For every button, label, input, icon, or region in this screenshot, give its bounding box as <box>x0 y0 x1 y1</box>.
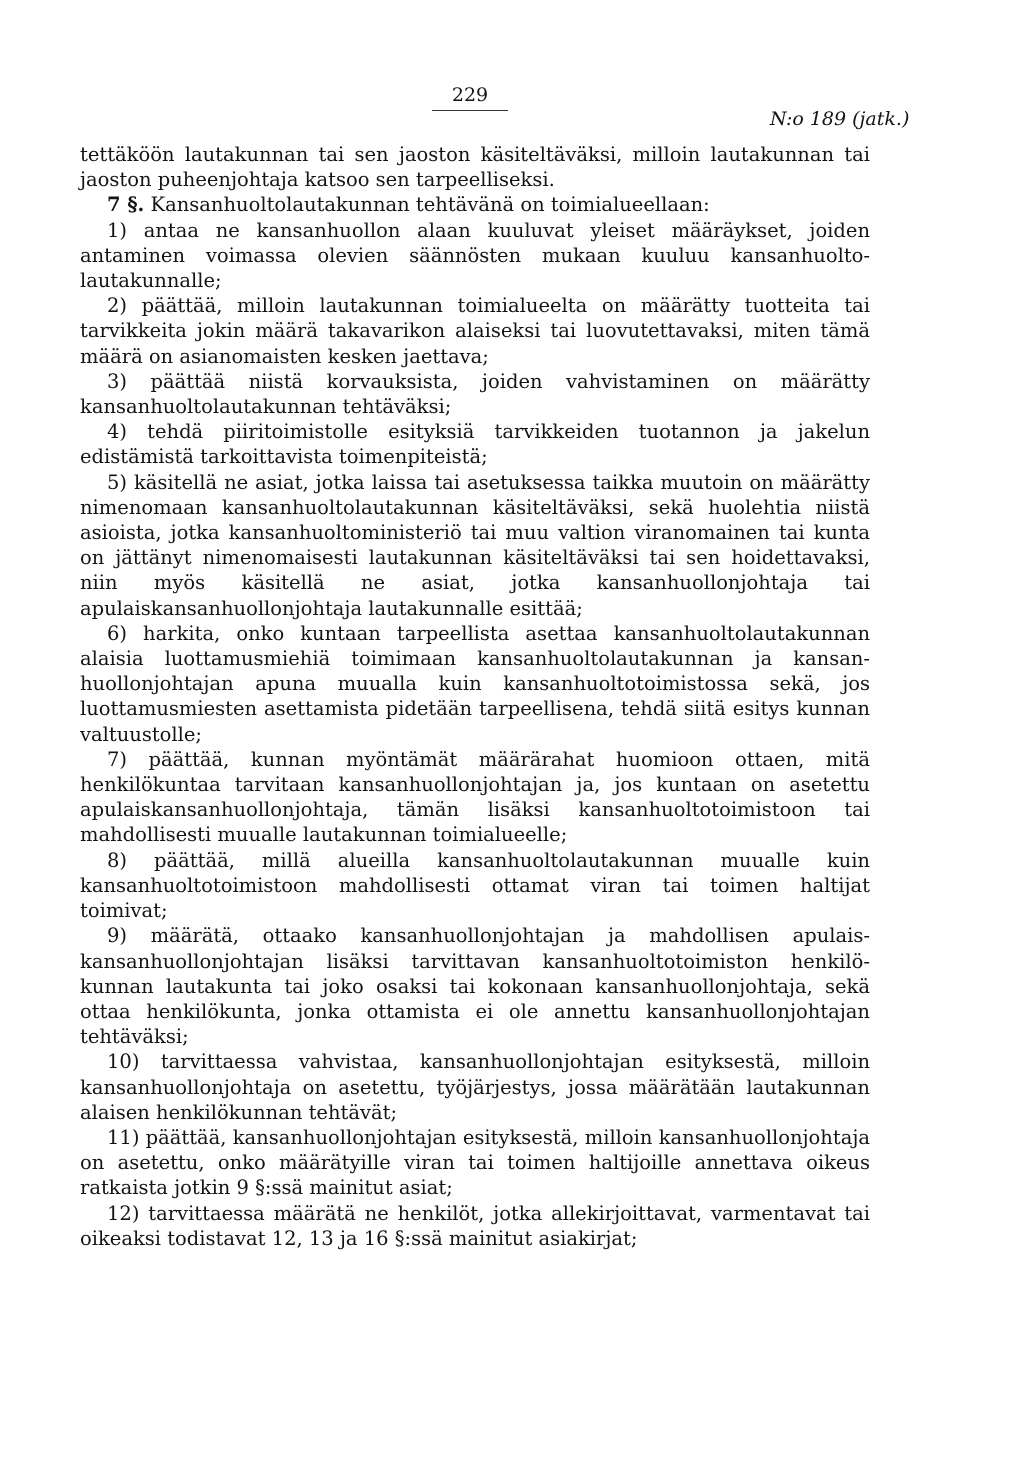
list-item-8: 8) päättää, millä alueilla kansanhuoltolautakunnan muualle kuin kansanhuoltotoimistoon mahdollisesti ottamat viran tai toimen haltijat toimivat; <box>80 848 870 923</box>
page-number-rule <box>432 110 508 111</box>
paragraph-continuation: tettäköön lautakunnan tai sen jaoston käsiteltäväksi, milloin lautakunnan tai jaoston puheenjohtaja katsoo sen tarpeelliseksi. <box>80 143 870 192</box>
list-item-9: 9) määrätä, ottaako kansanhuollonjohtajan ja mahdollisen apulaiskansanhuollonjohtajan lisäksi tarvittavan kansanhuoltotoimiston henkilökunnan lautakunta tai joko osaksi tai kokonaan kansanhuollonjohtaja, sekä ottaa henkilökunta, jonka ottamista ei ole annettu kansanhuollonjohtajan tehtäväksi; <box>80 924 870 1049</box>
list-item-4: 4) tehdä piiritoimistolle esityksiä tarvikkeiden tuotannon ja jakelun edistämistä tarkoittavista toimenpiteistä; <box>80 420 870 469</box>
statute-reference: N:o 189 (jatk.) <box>770 108 910 130</box>
list-item-5: 5) käsitellä ne asiat, jotka laissa tai asetuksessa taikka muutoin on määrätty nimenomaan kansanhuoltolautakunnan käsiteltäväksi, sekä huolehtia niistä asioista, jotka kansanhuoltoministeriö tai muu valtion viranomainen tai kunta on jättänyt nimenomaisesti lautakunnan käsiteltäväksi tai sen hoidettavaksi, niin myös käsitellä ne asiat, jotka kansanhuollonjohtaja tai apulaiskansanhuollonjohtaja lautakunnalle esittää; <box>80 470 870 620</box>
list-item-11: 11) päättää, kansanhuollonjohtajan esityksestä, milloin kansanhuollonjohtaja on asetettu, onko määrätyille viran tai toimen haltijoille annettava oikeus ratkaista jotkin 9 §:ssä mainitut asiat; <box>80 1125 870 1200</box>
list-item-2: 2) päättää, milloin lautakunnan toimialueelta on määrätty tuotteita tai tarvikkeita jokin määrä takavarikon alaiseksi tai luovutettavaksi, miten tämä määrä on asianomaisten kesken jaettava; <box>80 294 870 368</box>
list-item-1: 1) antaa ne kansanhuollon alaan kuuluvat yleiset määräykset, joiden antaminen voimassa olevien säännösten mukaan kuuluu kansanhuoltolautakunnalle; <box>80 218 870 293</box>
list-item-6: 6) harkita, onko kuntaan tarpeellista asettaa kansanhuoltolautakunnan alaisia luottamusmiehiä toimimaan kansanhuoltolautakunnan ja kansanhuollonjohtajan apuna muualla kuin kansanhuoltotoimistossa sekä, jos luottamusmiesten asettamista pidetään tarpeellisena, tehdä siitä esitys kunnan valtuustolle; <box>80 621 870 746</box>
section-number: 7 §. <box>107 193 145 217</box>
list-item-10: 10) tarvittaessa vahvistaa, kansanhuollonjohtajan esityksestä, milloin kansanhuollonjohtaja on asetettu, työjärjestys, jossa määrätään lautakunnan alaisen henkilökunnan tehtävät; <box>80 1050 870 1124</box>
list-item-12: 12) tarvittaessa määrätä ne henkilöt, jotka allekirjoittavat, varmentavat tai oikeaksi todistavat 12, 13 ja 16 §:ssä mainitut asiakirjat; <box>80 1201 870 1250</box>
section-intro-text: Kansanhuoltolautakunnan tehtävänä on toimialueellaan: <box>144 193 710 217</box>
list-item-7: 7) päättää, kunnan myöntämät määrärahat huomioon ottaen, mitä henkilökuntaa tarvitaan kansanhuollonjohtajan ja, jos kuntaan on asetettu apulaiskansanhuollonjohtaja, tämän lisäksi kansanhuoltotoimistoon tai mahdollisesti muualle lautakunnan toimialueelle; <box>80 747 870 847</box>
list-item-3: 3) päättää niistä korvauksista, joiden vahvistaminen on määrätty kansanhuoltolautakunnan tehtäväksi; <box>80 369 870 419</box>
page-number: 229 <box>451 84 489 106</box>
section-heading-paragraph <box>80 192 870 217</box>
document-body <box>80 142 870 1251</box>
